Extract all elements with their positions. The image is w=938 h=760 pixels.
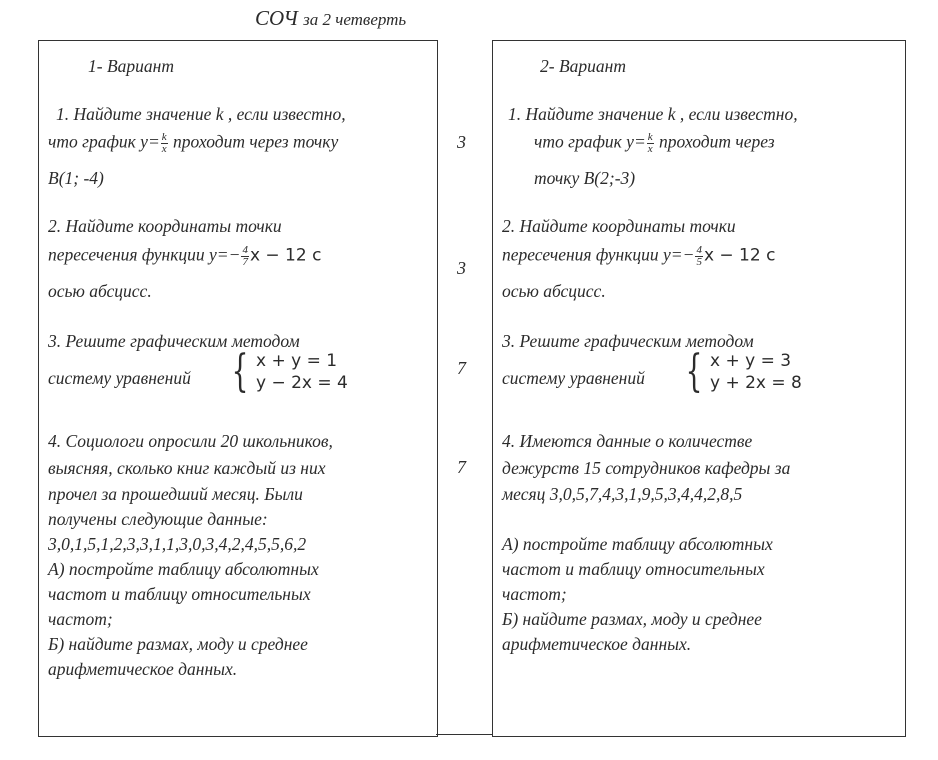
middle-bottom-line (436, 734, 492, 735)
v2-q3-line2: систему уравнений (502, 368, 645, 388)
v1-q1-line2: что график y= $\frac{k}{x}$ проходит через точку (48, 131, 339, 155)
v2-q1-line1: 1. Найдите значение k , если известно, (508, 104, 798, 124)
score-q1: 3 (457, 132, 466, 152)
v2-q1-line3: точку B(2;-3) (534, 168, 636, 188)
score-q2: 3 (457, 258, 466, 278)
title-rest: за 2 четверть (303, 10, 407, 29)
page-title (255, 6, 406, 31)
v1-q1-line3: B(1; -4) (48, 168, 104, 188)
v1-q3-line1: 3. Решите графическим методом (48, 331, 300, 351)
v2-q2-line2: пересечения функции y=− $\frac{4}{5}$ x − 12 с (502, 244, 776, 268)
v1-q3-line2: систему уравнений (48, 368, 191, 388)
score-q3: 7 (457, 358, 466, 378)
v1-q2-line2: пересечения функции y=− $\frac{4}{7}$ x − 12 с (48, 244, 322, 268)
v1-equation-system: { x + y = 1 y − 2x = 4 (231, 346, 348, 398)
v1-q2-line3: осью абсцисс. (48, 281, 152, 301)
v2-equation-system: { x + y = 3 y + 2x = 8 (685, 346, 802, 398)
variant-1-label: 1- Вариант (88, 56, 174, 76)
v2-q3-line1: 3. Решите графическим методом (502, 331, 754, 351)
v2-q1-line2: что график y= $\frac{k}{x}$ проходит через (534, 131, 775, 155)
brace-icon: { (685, 346, 703, 398)
score-q4: 7 (457, 457, 466, 477)
title-main: СОЧ (255, 6, 298, 30)
brace-icon: { (231, 346, 249, 398)
v1-q2-line1: 2. Найдите координаты точки (48, 216, 282, 236)
variant-2-label: 2- Вариант (540, 56, 626, 76)
v2-q2-line3: осью абсцисс. (502, 281, 606, 301)
v2-q2-line1: 2. Найдите координаты точки (502, 216, 736, 236)
v1-q1-line1: 1. Найдите значение k , если известно, (56, 104, 346, 124)
